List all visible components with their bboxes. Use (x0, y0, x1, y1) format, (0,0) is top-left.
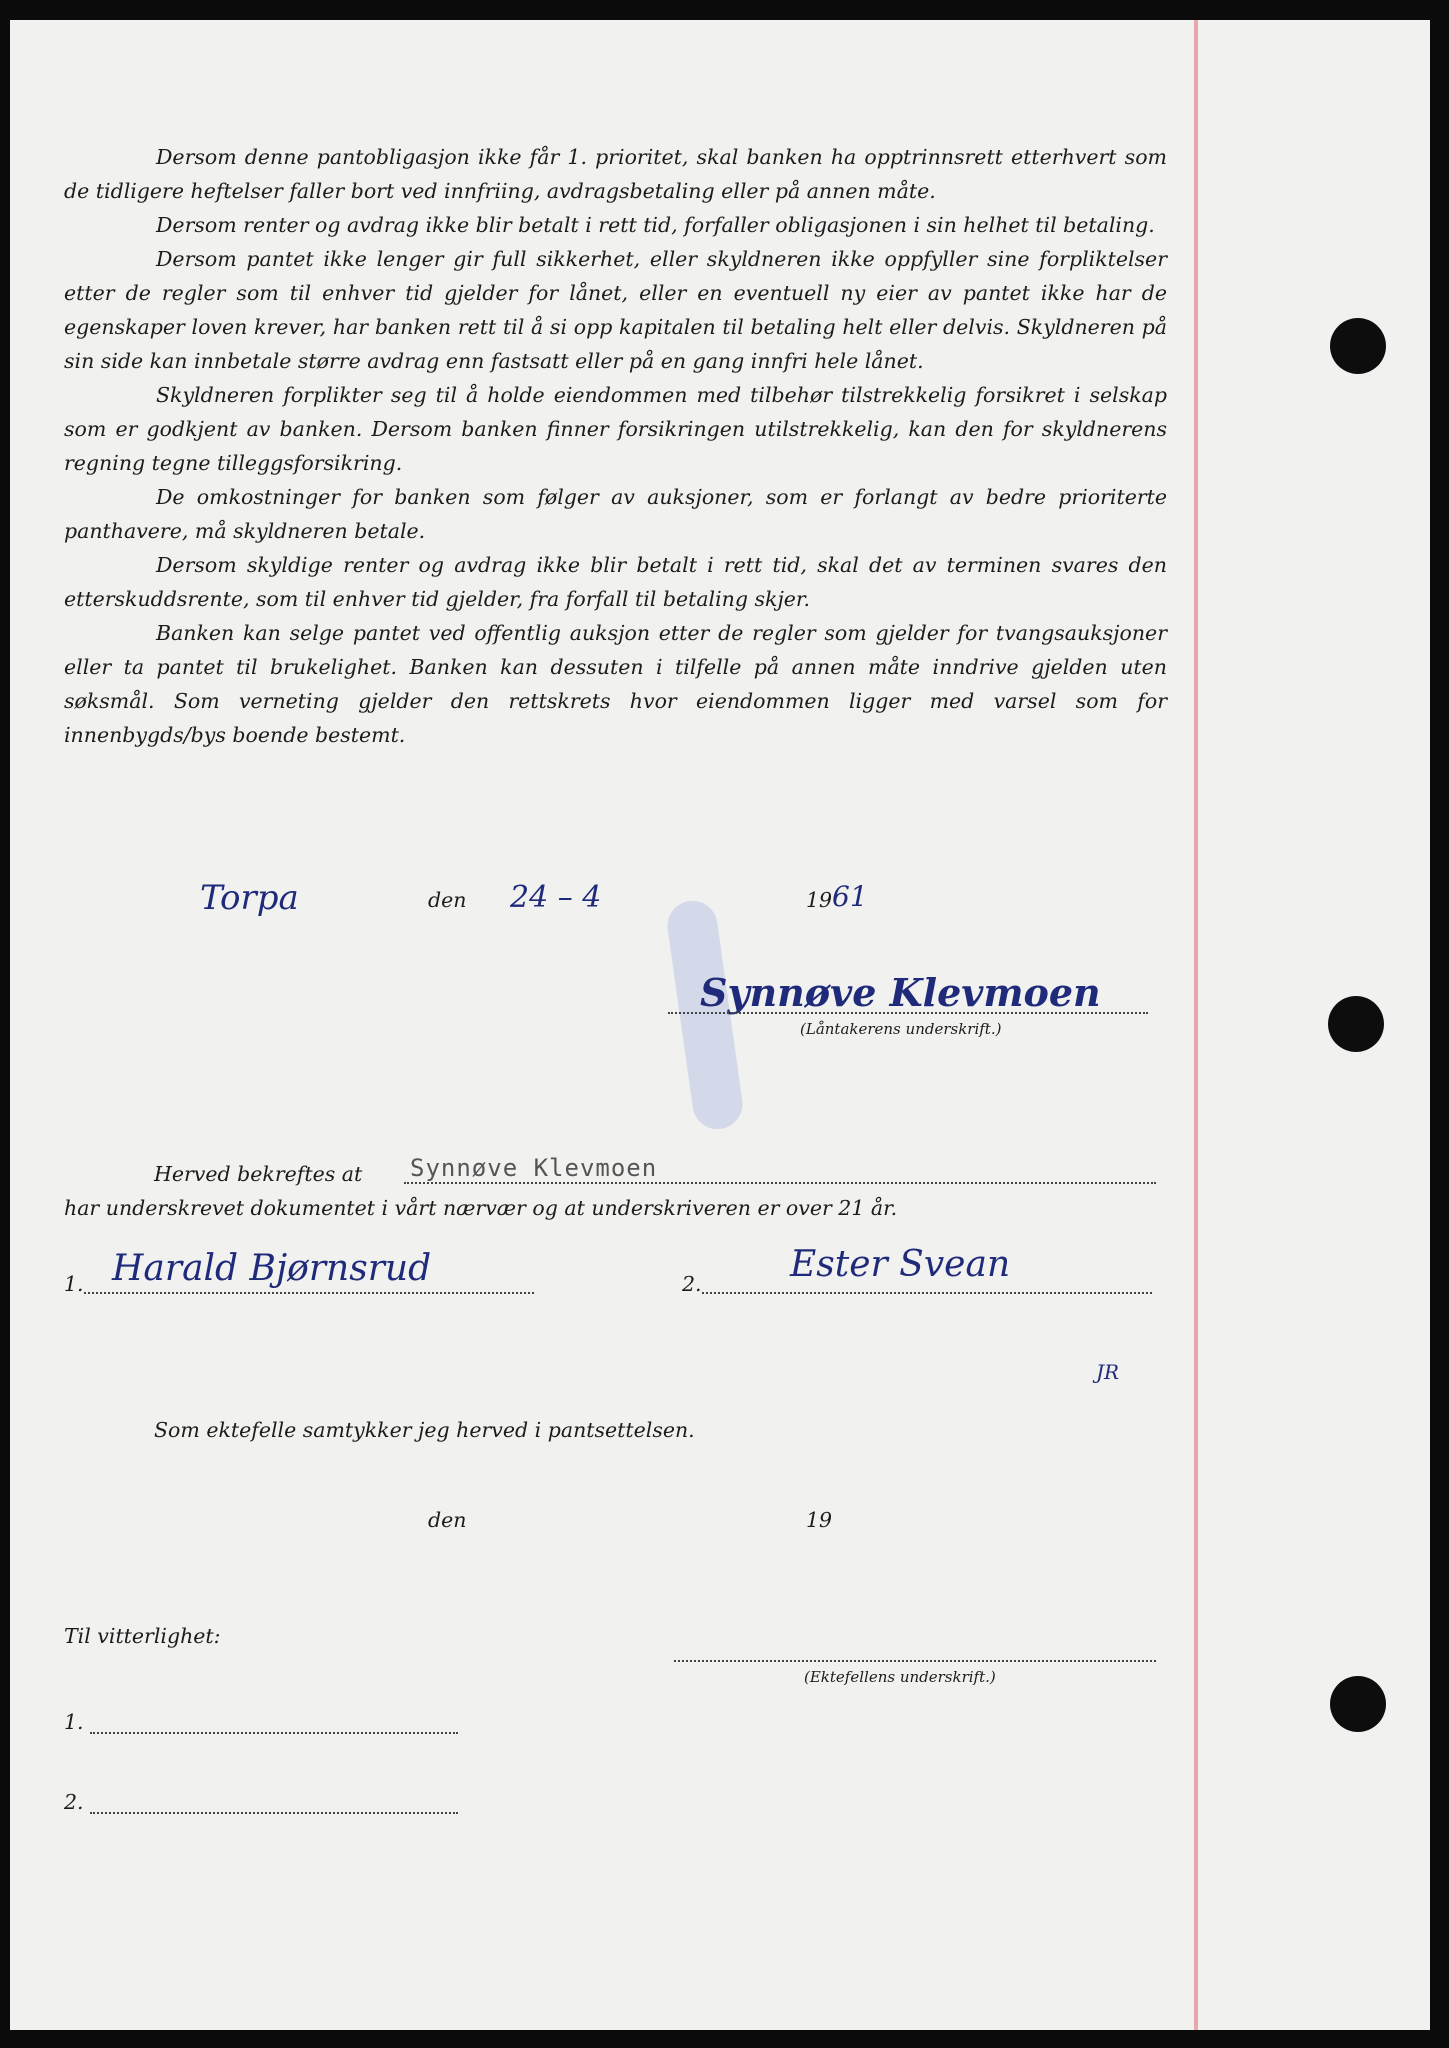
confirmation-label: Herved bekreftes at (154, 1162, 363, 1186)
confirmation-name: Synnøve Klevmoen (410, 1154, 658, 1182)
date-den-label: den (428, 888, 467, 912)
paragraph-priority: Dersom denne pantobligasjon ikke får 1. prioritet, skal banken ha opptrinnsrett etterhvert som de tidligere heftelser faller bort ved innfriing, avdragsbetaling eller på annen måte. (64, 145, 1167, 203)
witness-2-line (702, 1292, 1152, 1294)
paragraph-late-interest: Dersom skyldige renter og avdrag ikke blir betalt i rett tid, skal det av terminen svares den etterskuddsrente, som til enhver tid gjelder, fra forfall til betaling skjer. (64, 553, 1167, 611)
witness-2-number: 2. (682, 1272, 702, 1296)
spouse-date-den-label: den (428, 1508, 467, 1532)
paragraph-insurance: Skyldneren forplikter seg til å holde eiendommen med tilbehør tilstrekkelig forsikret i selskap som er godkjent av banken. Dersom banken finner forsikringen utilstrekkelig, kan den for skyldnerens regning tegne tilleggsforsikring. (64, 383, 1167, 475)
terms-text (64, 140, 1167, 752)
witness-1-number: 1. (64, 1272, 84, 1296)
witness-1-signature: Harald Bjørnsrud (112, 1248, 432, 1289)
initials: JR (1096, 1360, 1120, 1384)
paragraph-auction: Banken kan selge pantet ved offentlig auksjon etter de regler som gjelder for tvangsauksjoner eller ta pantet til brukelighet. Banken kan dessuten i tilfelle på annen måte inndrive gjelden uten søksmål. Som verneting gjelder den rettskrets hvor eiendommen ligger med varsel som for innenbygds/bys boende bestemt. (64, 621, 1167, 747)
blank-witness-2-number: 2. (64, 1790, 84, 1814)
spouse-date-year-prefix: 19 (806, 1508, 833, 1532)
punch-hole-top (1330, 318, 1386, 374)
spouse-consent-text: Som ektefelle samtykker jeg herved i pantsettelsen. (154, 1418, 695, 1442)
punch-hole-middle (1328, 996, 1384, 1052)
paragraph-payment-default: Dersom renter og avdrag ikke blir betalt i rett tid, forfaller obligasjonen i sin helhet til betaling. (156, 213, 1155, 237)
date-year-prefix: 19 (806, 888, 833, 912)
date-day-month: 24 – 4 (510, 880, 602, 915)
blank-witness-2-line (90, 1812, 458, 1814)
paragraph-security: Dersom pantet ikke lenger gir full sikkerhet, eller skyldneren ikke oppfyller sine forpliktelser etter de regler som til enhver tid gjelder for lånet, eller en eventuell ny eier av pantet ikke har de egenskaper loven krever, har banken rett til å si opp kapitalen til betaling helt eller delvis. Skyldneren på sin side kan innbetale større avdrag enn fastsatt eller på en gang innfri hele lånet. (64, 247, 1167, 373)
borrower-signature-line (668, 1012, 1148, 1014)
witness-2-signature: Ester Svean (790, 1244, 1011, 1285)
date-year-suffix: 61 (832, 880, 868, 913)
margin-line (1194, 20, 1198, 2030)
borrower-caption: (Låntakerens underskrift.) (800, 1020, 1002, 1038)
spouse-signature-line (674, 1660, 1156, 1662)
place-handwritten: Torpa (200, 878, 299, 918)
punch-hole-bottom (1330, 1676, 1386, 1732)
blank-witness-1-number: 1. (64, 1710, 84, 1734)
vitterlighet-label: Til vitterlighet: (64, 1624, 221, 1648)
blank-witness-1-line (90, 1732, 458, 1734)
spouse-caption: (Ektefellens underskrift.) (804, 1668, 996, 1686)
paragraph-costs: De omkostninger for banken som følger av auksjoner, som er forlangt av bedre prioriterte panthavere, må skyldneren betale. (64, 485, 1167, 543)
witness-1-line (84, 1292, 534, 1294)
confirmation-sentence: har underskrevet dokumentet i vårt nærvær og at underskriveren er over 21 år. (64, 1196, 898, 1220)
borrower-signature: Synnøve Klevmoen (700, 970, 1101, 1015)
confirmation-name-line (404, 1182, 1156, 1184)
